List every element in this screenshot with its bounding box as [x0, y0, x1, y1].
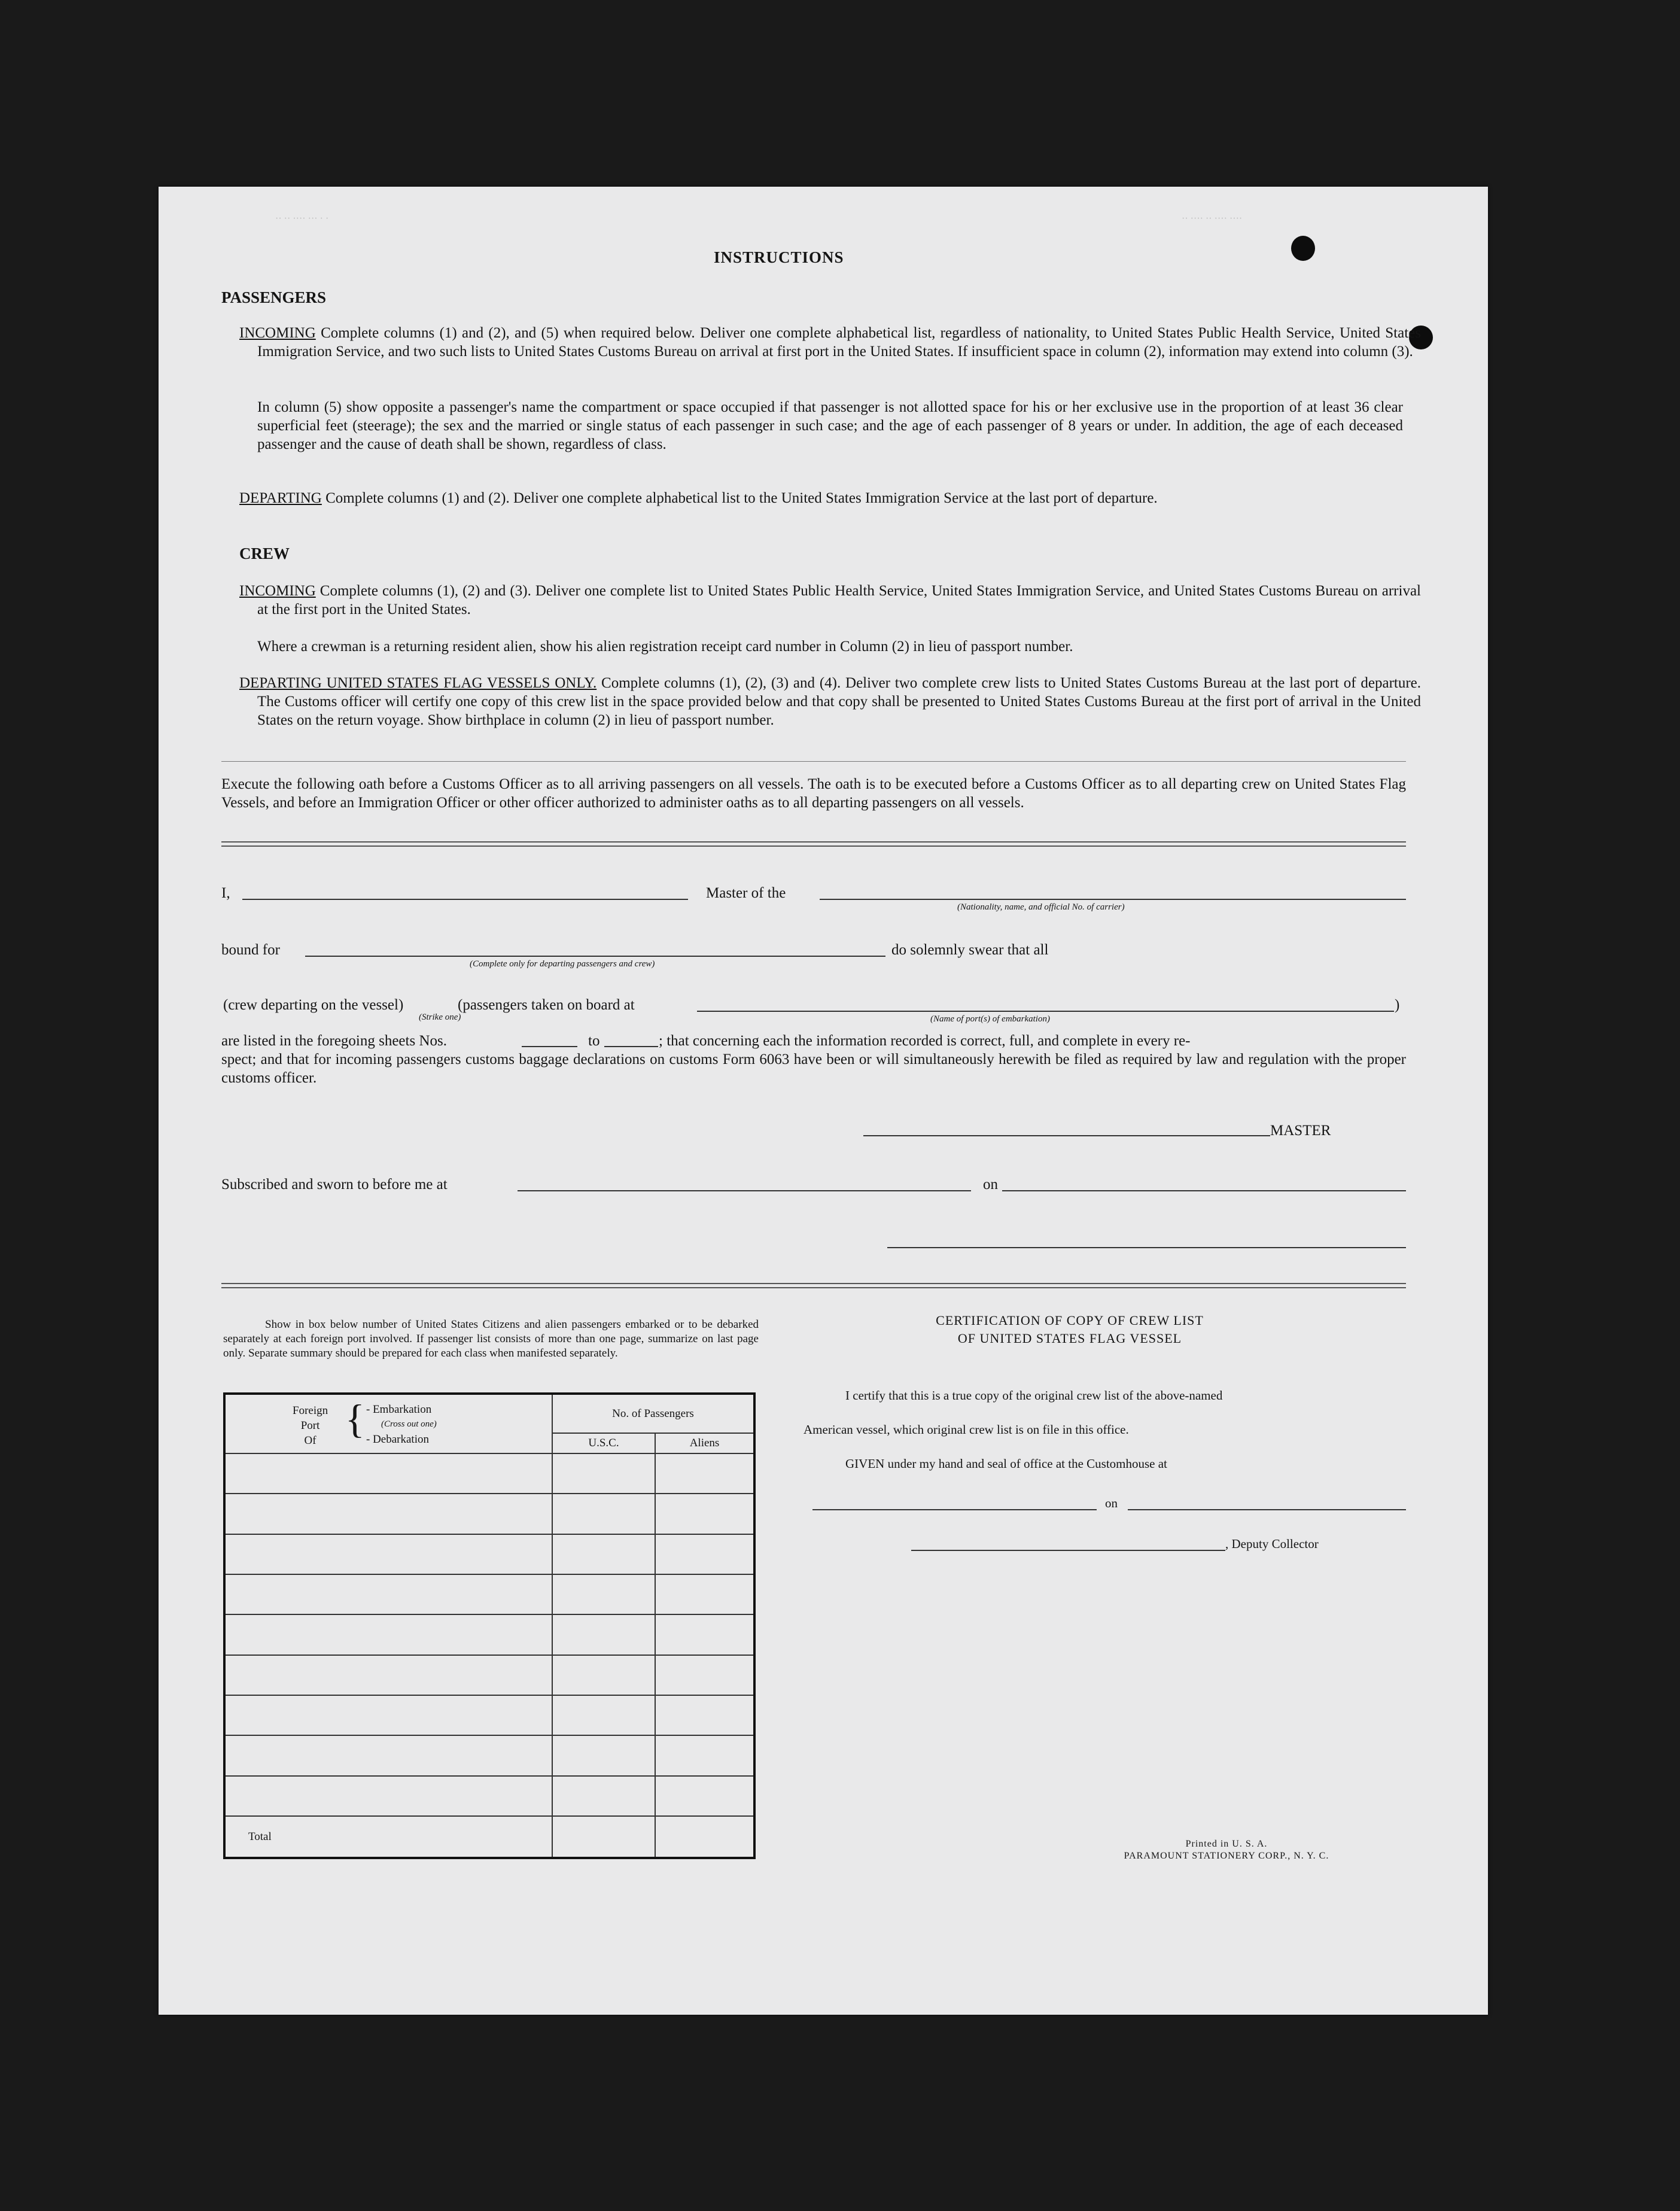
- table-row: [224, 1614, 754, 1655]
- printer-line2: PARAMOUNT STATIONERY CORP., N. Y. C.: [1124, 1851, 1329, 1861]
- port-cell[interactable]: [224, 1735, 552, 1775]
- certification-title-line2: OF UNITED STATES FLAG VESSEL: [957, 1331, 1182, 1346]
- aliens-cell[interactable]: [655, 1574, 754, 1614]
- port-cell[interactable]: [224, 1776, 552, 1816]
- sheet-to-field[interactable]: [604, 1046, 658, 1047]
- port-cell[interactable]: [224, 1453, 552, 1494]
- deputy-collector-label: , Deputy Collector: [1225, 1537, 1319, 1551]
- listed-part2: ; that concerning each the information recorded is correct, full, and complete in every re-: [659, 1033, 1191, 1049]
- carrier-field[interactable]: [820, 899, 1406, 900]
- certification-date-field[interactable]: [1128, 1509, 1406, 1510]
- table-row: [224, 1453, 754, 1494]
- master-label: MASTER: [1270, 1123, 1331, 1139]
- listed-rest: spect; and that for incoming passengers customs baggage declarations on customs Form 6063 have been or will simultaneously herewith be filed as required by law and regulation with the proper customs officer.: [221, 1051, 1406, 1086]
- usc-cell[interactable]: [552, 1574, 655, 1614]
- foreign-port-header: [224, 1394, 552, 1453]
- sworn-location-field[interactable]: [518, 1190, 971, 1191]
- crew-incoming: [239, 582, 1421, 619]
- debarkation-option[interactable]: - Debarkation: [366, 1433, 429, 1446]
- divider-3: [221, 1283, 1406, 1288]
- bound-for: bound for: [221, 942, 280, 958]
- solemnly-swear: do solemnly swear that all: [891, 942, 1049, 958]
- crew-incoming-text: Complete columns (1), (2) and (3). Deliver one complete list to United States Public Health Service, United States Immigration Service, and United States Customs Bureau on arrival at the first port in the United States.: [257, 583, 1421, 618]
- total-row: [224, 1816, 754, 1858]
- bound-for-field[interactable]: [305, 956, 885, 957]
- passengers-departing: [239, 489, 1421, 507]
- usc-cell[interactable]: [552, 1614, 655, 1655]
- usc-cell[interactable]: [552, 1534, 655, 1574]
- printer-imprint: [1077, 1838, 1376, 1862]
- aliens-cell[interactable]: [655, 1614, 754, 1655]
- foreign-word: Foreign: [293, 1404, 328, 1417]
- certification-title: [914, 1312, 1225, 1348]
- usc-cell[interactable]: [552, 1453, 655, 1494]
- of-word: Of: [304, 1434, 316, 1447]
- subscribed-label: Subscribed and sworn to before me at: [221, 1176, 448, 1193]
- form-page: [159, 187, 1488, 2015]
- port-cell[interactable]: [224, 1655, 552, 1695]
- crew-returning: Where a crewman is a returning resident alien, show his alien registration receipt card number in Column (2) in lieu of passport number.: [257, 638, 1073, 655]
- oath-intro: Execute the following oath before a Customs Officer as to all arriving passengers on all vessels. The oath is to be executed before a Customs Officer as to all departing crew on United States Flag Vessels, and before an Immigration Officer or other officer authorized to administer oaths as to all departing passengers on all vessels.: [221, 776, 1406, 811]
- port-cell[interactable]: [224, 1574, 552, 1614]
- master-of-the: Master of the: [706, 885, 786, 901]
- divider-2: [221, 841, 1406, 847]
- passengers-incoming-text: Complete columns (1) and (2), and (5) when required below. Deliver one complete alphabetical list, regardless of nationality, to United States Public Health Service, United States Immigration Service, and two such lists to United States Customs Bureau on arrival at first port in the United States. If insufficient space in column (2), information may extend into column (3).: [257, 325, 1421, 360]
- port-word: Port: [300, 1419, 320, 1432]
- punch-hole-top: [1291, 236, 1315, 261]
- certification-title-line1: CERTIFICATION OF COPY OF CREW LIST: [936, 1313, 1204, 1328]
- table-row: [224, 1655, 754, 1695]
- table-row: [224, 1776, 754, 1816]
- carrier-caption: (Nationality, name, and official No. of carrier): [957, 902, 1125, 912]
- listed-part1: are listed in the foregoing sheets Nos.: [221, 1033, 447, 1049]
- crew-departing-label: DEPARTING UNITED STATES FLAG VESSELS ONLY.: [239, 675, 597, 691]
- given-line: GIVEN under my hand and seal of office at the Customhouse at: [845, 1456, 1167, 1471]
- embarkation-option[interactable]: - Embarkation: [366, 1403, 432, 1416]
- master-signature-field[interactable]: [863, 1135, 1270, 1136]
- bleed-through-right: ·· ···· ·· ···· ····: [1182, 214, 1243, 224]
- crew-heading: CREW: [239, 545, 290, 562]
- aliens-cell[interactable]: [655, 1453, 754, 1494]
- passenger-summary-table: [223, 1392, 756, 1859]
- aliens-cell[interactable]: [655, 1534, 754, 1574]
- usc-cell[interactable]: [552, 1695, 655, 1735]
- page-title: INSTRUCTIONS: [714, 248, 844, 266]
- close-paren: ): [1395, 997, 1400, 1013]
- port-cell[interactable]: [224, 1534, 552, 1574]
- crew-incoming-label: INCOMING: [239, 583, 316, 599]
- printer-line1: Printed in U. S. A.: [1185, 1839, 1268, 1849]
- sworn-on-label: on: [983, 1176, 998, 1193]
- brace-glyph: {: [345, 1396, 365, 1441]
- embarkation-ports-field[interactable]: [697, 1011, 1394, 1012]
- aliens-cell[interactable]: [655, 1695, 754, 1735]
- certification-on-label: on: [1105, 1496, 1118, 1510]
- summary-instructions: Show in box below number of United States Citizens and alien passengers embarked or to be debarked separately at each foreign port involved. If passenger list consists of more than one page, summarize on last page only. Separate summary should be prepared for each class when manifested separately.: [223, 1318, 759, 1360]
- bleed-through-left: ·· ·· ···· ··· · ·: [275, 214, 329, 224]
- oath-i: I,: [221, 885, 230, 901]
- passengers-heading: PASSENGERS: [221, 288, 327, 306]
- aliens-cell[interactable]: [655, 1494, 754, 1534]
- table-row: [224, 1695, 754, 1735]
- aliens-cell[interactable]: [655, 1735, 754, 1775]
- cross-out-caption: (Cross out one): [381, 1419, 437, 1429]
- strike-one-caption: (Strike one): [419, 1012, 461, 1022]
- divider-1: [221, 761, 1406, 762]
- total-aliens-cell[interactable]: [655, 1816, 754, 1858]
- usc-cell[interactable]: [552, 1776, 655, 1816]
- usc-cell[interactable]: [552, 1655, 655, 1695]
- total-label: Total: [224, 1816, 552, 1858]
- usc-cell[interactable]: [552, 1735, 655, 1775]
- port-cell[interactable]: [224, 1494, 552, 1534]
- passengers-incoming-label: INCOMING: [239, 325, 316, 341]
- port-cell[interactable]: [224, 1695, 552, 1735]
- officer-signature-field[interactable]: [887, 1247, 1406, 1248]
- customhouse-field[interactable]: [812, 1509, 1097, 1510]
- usc-cell[interactable]: [552, 1494, 655, 1534]
- crew-departing-option[interactable]: (crew departing on the vessel): [223, 997, 404, 1013]
- certify-line2: American vessel, which original crew list is on file in this office.: [804, 1422, 1129, 1437]
- no-of-passengers-header: No. of Passengers: [552, 1394, 754, 1433]
- sworn-date-field[interactable]: [1002, 1190, 1406, 1191]
- passengers-column5: In column (5) show opposite a passenger's name the compartment or space occupied if that passenger is not allotted space for his or her exclusive use in the proportion of at least 36 clear superficial feet (steerage); the sex and the married or single status of each passenger in such case; and the age of each passenger of 8 years or under. In addition, the age of each deceased passenger and the cause of death shall be shown, regardless of class.: [257, 399, 1403, 452]
- crew-departing-text: Complete columns (1), (2), (3) and (4). Deliver two complete crew lists to United States Customs Bureau at the last port of departure. The Customs officer will certify one copy of this crew list in the space provided below and that copy shall be presented to United States Customs Bureau at the first port of arrival in the United States on the return voyage. Show birthplace in column (2) in lieu of passport number.: [257, 675, 1422, 728]
- bound-caption: (Complete only for departing passengers and crew): [470, 959, 655, 969]
- ports-caption: (Name of port(s) of embarkation): [930, 1014, 1050, 1024]
- table-row: [224, 1574, 754, 1614]
- table-row: [224, 1735, 754, 1775]
- aliens-cell[interactable]: [655, 1655, 754, 1695]
- crew-departing: [239, 674, 1421, 729]
- passengers-departing-text: Complete columns (1) and (2). Deliver one complete alphabetical list to the United States Immigration Service at the last port of departure.: [325, 490, 1158, 506]
- aliens-header: Aliens: [655, 1433, 754, 1453]
- aliens-cell[interactable]: [655, 1776, 754, 1816]
- passengers-taken-option[interactable]: (passengers taken on board at: [458, 997, 635, 1013]
- port-cell[interactable]: [224, 1614, 552, 1655]
- table-row: [224, 1494, 754, 1534]
- listed-to: to: [588, 1033, 600, 1049]
- usc-header: U.S.C.: [552, 1433, 655, 1453]
- embark-debark-options: [366, 1402, 437, 1447]
- sheet-from-field[interactable]: [522, 1046, 577, 1047]
- table-row: [224, 1534, 754, 1574]
- passengers-departing-label: DEPARTING: [239, 490, 322, 506]
- passengers-incoming: [239, 324, 1421, 361]
- total-usc-cell[interactable]: [552, 1816, 655, 1858]
- certify-line1: I certify that this is a true copy of the original crew list of the above-named: [845, 1388, 1223, 1403]
- foreign-port-label: [293, 1403, 328, 1448]
- master-name-field[interactable]: [242, 899, 688, 900]
- deputy-signature-field[interactable]: [911, 1550, 1225, 1551]
